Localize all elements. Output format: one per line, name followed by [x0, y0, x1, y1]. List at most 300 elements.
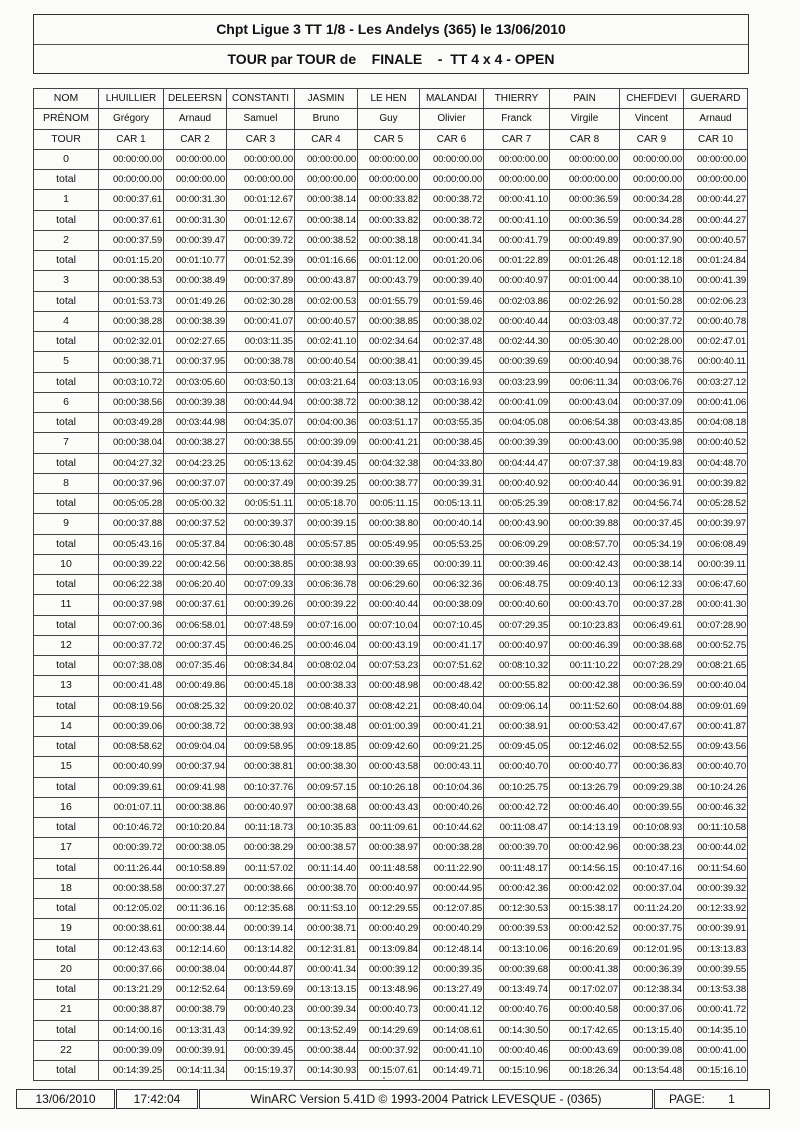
cumulative-time-cell: 00:01:52.39	[227, 251, 295, 271]
lap-time-cell: 00:00:39.46	[484, 554, 550, 574]
cumulative-time-cell: 00:09:01.69	[684, 696, 748, 716]
lap-time-cell: 00:00:44.95	[420, 878, 484, 898]
lap-time-cell: 00:00:38.77	[358, 473, 420, 493]
lap-time-cell: 00:00:40.76	[484, 1000, 550, 1020]
header-row-tour	[34, 129, 748, 149]
lap-time-cell: 00:00:33.82	[358, 190, 420, 210]
cumulative-time-cell: 00:01:12.67	[227, 210, 295, 230]
cumulative-time-cell: 00:05:25.39	[484, 494, 550, 514]
footer-page	[654, 1089, 770, 1109]
cumulative-time-cell: 00:07:10.04	[358, 615, 420, 635]
lap-time-cell: 00:00:38.61	[99, 919, 164, 939]
cumulative-time-cell: 00:08:21.65	[684, 656, 748, 676]
cumulative-time-cell: 00:10:20.84	[164, 818, 227, 838]
lap-time-cell: 00:00:41.09	[484, 392, 550, 412]
cumulative-time-cell: 00:09:45.05	[484, 737, 550, 757]
lap-time-cell: 00:00:40.44	[550, 473, 620, 493]
lap-times-table	[33, 88, 748, 1081]
driver-car-4: CAR 4	[295, 129, 358, 149]
lap-time-cell: 00:00:38.45	[420, 433, 484, 453]
lap-time-cell: 00:00:39.40	[420, 271, 484, 291]
cumulative-time-cell: 00:12:43.63	[99, 939, 164, 959]
tour-number: 16	[34, 797, 99, 817]
lap-time-cell: 00:00:40.46	[484, 1040, 550, 1060]
footer-date: 13/06/2010	[16, 1089, 115, 1109]
lap-time-cell: 00:00:36.39	[620, 959, 684, 979]
driver-nom-1: LHUILLIER	[99, 89, 164, 109]
lap-time-cell: 00:00:38.70	[295, 878, 358, 898]
lap-row	[34, 554, 748, 574]
lap-time-cell: 00:00:40.44	[358, 595, 420, 615]
tour-number: 5	[34, 352, 99, 372]
cumulative-time-cell: 00:12:48.14	[420, 939, 484, 959]
driver-prenom-8: Virgile	[550, 109, 620, 129]
lap-time-cell: 00:00:53.42	[550, 716, 620, 736]
lap-time-cell: 00:00:36.91	[620, 473, 684, 493]
lap-time-cell: 00:00:00.00	[420, 149, 484, 169]
driver-car-1: CAR 1	[99, 129, 164, 149]
lap-time-cell: 00:00:39.15	[295, 514, 358, 534]
lap-time-cell: 00:00:38.23	[620, 838, 684, 858]
lap-time-cell: 00:00:42.02	[550, 878, 620, 898]
lap-time-cell: 00:00:00.00	[99, 149, 164, 169]
cumulative-time-cell: 00:14:35.10	[684, 1020, 748, 1040]
lap-time-cell: 00:00:45.18	[227, 676, 295, 696]
cumulative-time-cell: 00:10:44.62	[420, 818, 484, 838]
cumulative-time-cell: 00:00:00.00	[99, 170, 164, 190]
lap-time-cell: 00:00:47.67	[620, 716, 684, 736]
cumulative-time-cell: 00:11:26.44	[99, 858, 164, 878]
cumulative-time-cell: 00:04:56.74	[620, 494, 684, 514]
lap-time-cell: 00:00:38.18	[358, 230, 420, 250]
cumulative-time-cell: 00:07:00.36	[99, 615, 164, 635]
driver-car-8: CAR 8	[550, 129, 620, 149]
lap-time-cell: 00:00:43.58	[358, 757, 420, 777]
cumulative-time-cell: 00:09:21.25	[420, 737, 484, 757]
cumulative-time-cell: 00:13:26.79	[550, 777, 620, 797]
cumulative-time-cell: 00:11:48.17	[484, 858, 550, 878]
lap-row	[34, 919, 748, 939]
total-row	[34, 575, 748, 595]
lap-time-cell: 00:00:39.55	[620, 797, 684, 817]
cumulative-time-cell: 00:10:08.93	[620, 818, 684, 838]
cumulative-time-cell: 00:06:32.36	[420, 575, 484, 595]
lap-time-cell: 00:00:41.21	[420, 716, 484, 736]
lap-time-cell: 00:00:39.32	[684, 878, 748, 898]
cumulative-time-cell: 00:00:00.00	[684, 170, 748, 190]
total-row	[34, 1020, 748, 1040]
total-row	[34, 332, 748, 352]
total-label: total	[34, 939, 99, 959]
total-label: total	[34, 1020, 99, 1040]
lap-time-cell: 00:00:39.34	[295, 1000, 358, 1020]
lap-row	[34, 838, 748, 858]
cumulative-time-cell: 00:15:19.37	[227, 1061, 295, 1081]
lap-time-cell: 00:00:37.94	[164, 757, 227, 777]
lap-time-cell: 00:00:37.98	[99, 595, 164, 615]
lap-time-cell: 00:00:40.23	[227, 1000, 295, 1020]
total-row	[34, 939, 748, 959]
cumulative-time-cell: 00:10:47.16	[620, 858, 684, 878]
lap-row	[34, 392, 748, 412]
cumulative-time-cell: 00:07:53.23	[358, 656, 420, 676]
cumulative-time-cell: 00:07:38.08	[99, 656, 164, 676]
lap-time-cell: 00:00:00.00	[550, 149, 620, 169]
lap-time-cell: 00:00:40.97	[227, 797, 295, 817]
cumulative-time-cell: 00:13:13.15	[295, 980, 358, 1000]
cumulative-time-cell: 00:14:08.61	[420, 1020, 484, 1040]
total-row	[34, 696, 748, 716]
total-label: total	[34, 656, 99, 676]
lap-time-cell: 00:00:37.06	[620, 1000, 684, 1020]
cumulative-time-cell: 00:15:07.61	[358, 1061, 420, 1081]
cumulative-time-cell: 00:12:29.55	[358, 899, 420, 919]
total-label: total	[34, 210, 99, 230]
cumulative-time-cell: 00:16:20.69	[550, 939, 620, 959]
lap-time-cell: 00:00:39.53	[484, 919, 550, 939]
cumulative-time-cell: 00:15:38.17	[550, 899, 620, 919]
lap-time-cell: 00:00:40.92	[484, 473, 550, 493]
cumulative-time-cell: 00:03:51.17	[358, 413, 420, 433]
cumulative-time-cell: 00:13:49.74	[484, 980, 550, 1000]
driver-nom-8: PAIN	[550, 89, 620, 109]
cumulative-time-cell: 00:02:26.92	[550, 291, 620, 311]
cumulative-time-cell: 00:00:38.72	[420, 210, 484, 230]
cumulative-time-cell: 00:07:35.46	[164, 656, 227, 676]
cumulative-time-cell: 00:10:37.76	[227, 777, 295, 797]
lap-time-cell: 00:00:43.19	[358, 635, 420, 655]
lap-time-cell: 00:00:39.26	[227, 595, 295, 615]
cumulative-time-cell: 00:05:49.95	[358, 534, 420, 554]
cumulative-time-cell: 00:00:00.00	[295, 170, 358, 190]
cumulative-time-cell: 00:15:16.10	[684, 1061, 748, 1081]
driver-car-3: CAR 3	[227, 129, 295, 149]
total-label: total	[34, 615, 99, 635]
lap-time-cell: 00:00:38.27	[164, 433, 227, 453]
cumulative-time-cell: 00:02:44.30	[484, 332, 550, 352]
lap-time-cell: 00:00:42.38	[550, 676, 620, 696]
lap-time-cell: 00:00:38.04	[164, 959, 227, 979]
footer-page-number: 1	[728, 1092, 735, 1106]
cumulative-time-cell: 00:01:26.48	[550, 251, 620, 271]
lap-time-cell: 00:00:37.07	[164, 473, 227, 493]
lap-time-cell: 00:00:36.83	[620, 757, 684, 777]
cumulative-time-cell: 00:10:35.83	[295, 818, 358, 838]
driver-prenom-6: Olivier	[420, 109, 484, 129]
lap-time-cell: 00:00:40.99	[99, 757, 164, 777]
cumulative-time-cell: 00:07:16.00	[295, 615, 358, 635]
cumulative-time-cell: 00:08:52.55	[620, 737, 684, 757]
lap-time-cell: 00:00:38.55	[227, 433, 295, 453]
lap-time-cell: 00:00:38.39	[164, 311, 227, 331]
cumulative-time-cell: 00:05:57.85	[295, 534, 358, 554]
total-label: total	[34, 251, 99, 271]
lap-time-cell: 00:00:38.48	[295, 716, 358, 736]
cumulative-time-cell: 00:08:40.37	[295, 696, 358, 716]
lap-time-cell: 00:00:40.73	[358, 1000, 420, 1020]
cumulative-time-cell: 00:14:13.19	[550, 818, 620, 838]
lap-time-cell: 00:00:39.12	[358, 959, 420, 979]
lap-time-cell: 00:00:40.54	[295, 352, 358, 372]
total-row	[34, 534, 748, 554]
cumulative-time-cell: 00:09:57.15	[295, 777, 358, 797]
lap-time-cell: 00:00:39.45	[420, 352, 484, 372]
cumulative-time-cell: 00:09:58.95	[227, 737, 295, 757]
lap-time-cell: 00:00:39.11	[420, 554, 484, 574]
lap-time-cell: 00:00:44.87	[227, 959, 295, 979]
lap-time-cell: 00:00:39.06	[99, 716, 164, 736]
lap-time-cell: 00:00:40.97	[484, 635, 550, 655]
cumulative-time-cell: 00:12:31.81	[295, 939, 358, 959]
total-row	[34, 980, 748, 1000]
lap-time-cell: 00:00:39.35	[420, 959, 484, 979]
cumulative-time-cell: 00:06:48.75	[484, 575, 550, 595]
lap-time-cell: 00:00:39.97	[684, 514, 748, 534]
lap-time-cell: 00:00:42.43	[550, 554, 620, 574]
cumulative-time-cell: 00:09:06.14	[484, 696, 550, 716]
lap-time-cell: 00:00:39.22	[99, 554, 164, 574]
lap-time-cell: 00:00:00.00	[295, 149, 358, 169]
tour-number: 0	[34, 149, 99, 169]
total-label: total	[34, 170, 99, 190]
lap-time-cell: 00:00:41.79	[484, 230, 550, 250]
driver-nom-10: GUERARD	[684, 89, 748, 109]
lap-time-cell: 00:00:38.68	[620, 635, 684, 655]
lap-time-cell: 00:00:40.97	[358, 878, 420, 898]
cumulative-time-cell: 00:00:00.00	[484, 170, 550, 190]
lap-time-cell: 00:00:38.85	[227, 554, 295, 574]
cumulative-time-cell: 00:03:10.72	[99, 372, 164, 392]
lap-time-cell: 00:00:40.29	[358, 919, 420, 939]
lap-time-cell: 00:00:39.25	[295, 473, 358, 493]
cumulative-time-cell: 00:02:41.10	[295, 332, 358, 352]
report-subtitle: TOUR par TOUR de FINALE - TT 4 x 4 - OPEN	[227, 51, 555, 67]
cumulative-time-cell: 00:13:10.06	[484, 939, 550, 959]
cumulative-time-cell: 00:01:55.79	[358, 291, 420, 311]
cumulative-time-cell: 00:11:08.47	[484, 818, 550, 838]
lap-time-cell: 00:00:38.68	[295, 797, 358, 817]
total-label: total	[34, 291, 99, 311]
cumulative-time-cell: 00:01:12.00	[358, 251, 420, 271]
cumulative-time-cell: 00:04:27.32	[99, 453, 164, 473]
cumulative-time-cell: 00:11:57.02	[227, 858, 295, 878]
cumulative-time-cell: 00:03:16.93	[420, 372, 484, 392]
cumulative-time-cell: 00:05:43.16	[99, 534, 164, 554]
cumulative-time-cell: 00:05:18.70	[295, 494, 358, 514]
total-row	[34, 777, 748, 797]
total-label: total	[34, 372, 99, 392]
driver-car-6: CAR 6	[420, 129, 484, 149]
cumulative-time-cell: 00:08:57.70	[550, 534, 620, 554]
tour-label: TOUR	[34, 129, 99, 149]
footer-page-label: PAGE:	[669, 1092, 705, 1106]
cumulative-time-cell: 00:09:29.38	[620, 777, 684, 797]
cumulative-time-cell: 00:03:43.85	[620, 413, 684, 433]
cumulative-time-cell: 00:13:27.49	[420, 980, 484, 1000]
cumulative-time-cell: 00:12:38.34	[620, 980, 684, 1000]
cumulative-time-cell: 00:12:35.68	[227, 899, 295, 919]
cumulative-time-cell: 00:12:07.85	[420, 899, 484, 919]
lap-time-cell: 00:00:40.94	[550, 352, 620, 372]
lap-time-cell: 00:00:37.04	[620, 878, 684, 898]
tour-number: 10	[34, 554, 99, 574]
lap-time-cell: 00:00:38.56	[99, 392, 164, 412]
lap-time-cell: 00:00:38.91	[484, 716, 550, 736]
cumulative-time-cell: 00:12:05.02	[99, 899, 164, 919]
lap-time-cell: 00:00:37.61	[164, 595, 227, 615]
lap-time-cell: 00:00:40.57	[684, 230, 748, 250]
lap-time-cell: 00:00:38.42	[420, 392, 484, 412]
lap-time-cell: 00:00:39.11	[684, 554, 748, 574]
driver-prenom-3: Samuel	[227, 109, 295, 129]
tour-number: 13	[34, 676, 99, 696]
lap-time-cell: 00:00:00.00	[484, 149, 550, 169]
total-row	[34, 858, 748, 878]
lap-time-cell: 00:00:38.71	[295, 919, 358, 939]
driver-nom-9: CHEFDEVI	[620, 89, 684, 109]
cumulative-time-cell: 00:08:04.88	[620, 696, 684, 716]
cumulative-time-cell: 00:03:21.64	[295, 372, 358, 392]
cumulative-time-cell: 00:05:34.19	[620, 534, 684, 554]
cumulative-time-cell: 00:11:14.40	[295, 858, 358, 878]
cumulative-time-cell: 00:04:00.36	[295, 413, 358, 433]
cumulative-time-cell: 00:12:52.64	[164, 980, 227, 1000]
cumulative-time-cell: 00:02:06.23	[684, 291, 748, 311]
header-row-prenom	[34, 109, 748, 129]
driver-car-10: CAR 10	[684, 129, 748, 149]
cumulative-time-cell: 00:05:53.25	[420, 534, 484, 554]
lap-time-cell: 00:00:37.28	[620, 595, 684, 615]
total-row	[34, 656, 748, 676]
lap-time-cell: 00:00:40.58	[550, 1000, 620, 1020]
total-row	[34, 1061, 748, 1081]
lap-times-body	[34, 89, 748, 1081]
lap-row	[34, 433, 748, 453]
lap-time-cell: 00:00:37.27	[164, 878, 227, 898]
lap-time-cell: 00:00:38.58	[99, 878, 164, 898]
lap-time-cell: 00:00:37.96	[99, 473, 164, 493]
tour-number: 1	[34, 190, 99, 210]
cumulative-time-cell: 00:07:09.33	[227, 575, 295, 595]
report-footer	[16, 1089, 770, 1107]
tour-number: 20	[34, 959, 99, 979]
cumulative-time-cell: 00:11:18.73	[227, 818, 295, 838]
lap-row	[34, 514, 748, 534]
lap-time-cell: 00:00:39.91	[164, 1040, 227, 1060]
lap-time-cell: 00:00:37.61	[99, 190, 164, 210]
tour-number: 21	[34, 1000, 99, 1020]
lap-time-cell: 00:00:49.89	[550, 230, 620, 250]
cumulative-time-cell: 00:14:39.92	[227, 1020, 295, 1040]
lap-time-cell: 00:00:39.72	[99, 838, 164, 858]
cumulative-time-cell: 00:02:37.48	[420, 332, 484, 352]
lap-time-cell: 00:00:46.04	[295, 635, 358, 655]
cumulative-time-cell: 00:01:12.18	[620, 251, 684, 271]
total-row	[34, 291, 748, 311]
cumulative-time-cell: 00:12:01.95	[620, 939, 684, 959]
cumulative-time-cell: 00:14:56.15	[550, 858, 620, 878]
lap-time-cell: 00:00:42.56	[164, 554, 227, 574]
cumulative-time-cell: 00:08:42.21	[358, 696, 420, 716]
lap-time-cell: 00:01:00.44	[550, 271, 620, 291]
total-row	[34, 251, 748, 271]
tour-number: 9	[34, 514, 99, 534]
cumulative-time-cell: 00:05:00.32	[164, 494, 227, 514]
cumulative-time-cell: 00:04:23.25	[164, 453, 227, 473]
driver-prenom-9: Vincent	[620, 109, 684, 129]
nom-label: NOM	[34, 89, 99, 109]
cumulative-time-cell: 00:02:30.28	[227, 291, 295, 311]
tour-number: 18	[34, 878, 99, 898]
cumulative-time-cell: 00:12:30.53	[484, 899, 550, 919]
cumulative-time-cell: 00:06:20.40	[164, 575, 227, 595]
cumulative-time-cell: 00:05:30.40	[550, 332, 620, 352]
lap-row	[34, 797, 748, 817]
cumulative-time-cell: 00:02:34.64	[358, 332, 420, 352]
lap-time-cell: 00:00:38.78	[227, 352, 295, 372]
lap-time-cell: 00:00:38.53	[99, 271, 164, 291]
lap-time-cell: 00:00:41.34	[295, 959, 358, 979]
lap-time-cell: 00:00:40.11	[684, 352, 748, 372]
tour-number: 15	[34, 757, 99, 777]
cumulative-time-cell: 00:10:26.18	[358, 777, 420, 797]
cumulative-time-cell: 00:01:15.20	[99, 251, 164, 271]
scan-speck	[383, 1077, 385, 1079]
lap-time-cell: 00:00:40.78	[684, 311, 748, 331]
lap-time-cell: 00:00:00.00	[684, 149, 748, 169]
lap-time-cell: 00:00:00.00	[620, 149, 684, 169]
lap-row	[34, 311, 748, 331]
lap-time-cell: 00:00:43.04	[550, 392, 620, 412]
lap-row	[34, 1000, 748, 1020]
cumulative-time-cell: 00:06:36.78	[295, 575, 358, 595]
lap-time-cell: 00:00:37.89	[227, 271, 295, 291]
total-row	[34, 413, 748, 433]
lap-time-cell: 00:00:43.00	[550, 433, 620, 453]
lap-time-cell: 00:00:38.72	[420, 190, 484, 210]
lap-time-cell: 00:00:44.94	[227, 392, 295, 412]
lap-row	[34, 149, 748, 169]
lap-time-cell: 00:00:46.32	[684, 797, 748, 817]
cumulative-time-cell: 00:02:03.86	[484, 291, 550, 311]
cumulative-time-cell: 00:02:27.65	[164, 332, 227, 352]
lap-time-cell: 00:00:52.75	[684, 635, 748, 655]
lap-time-cell: 00:00:38.80	[358, 514, 420, 534]
lap-time-cell: 00:00:39.09	[99, 1040, 164, 1060]
lap-row	[34, 473, 748, 493]
driver-prenom-2: Arnaud	[164, 109, 227, 129]
lap-row	[34, 230, 748, 250]
lap-time-cell: 00:00:00.00	[164, 149, 227, 169]
lap-time-cell: 00:00:40.52	[684, 433, 748, 453]
lap-time-cell: 00:00:37.45	[620, 514, 684, 534]
lap-time-cell: 00:00:39.82	[684, 473, 748, 493]
lap-time-cell: 00:00:37.95	[164, 352, 227, 372]
cumulative-time-cell: 00:13:14.82	[227, 939, 295, 959]
cumulative-time-cell: 00:12:14.60	[164, 939, 227, 959]
cumulative-time-cell: 00:00:31.30	[164, 210, 227, 230]
cumulative-time-cell: 00:13:48.96	[358, 980, 420, 1000]
lap-time-cell: 00:00:38.30	[295, 757, 358, 777]
cumulative-time-cell: 00:05:11.15	[358, 494, 420, 514]
lap-time-cell: 00:00:43.43	[358, 797, 420, 817]
driver-nom-4: JASMIN	[295, 89, 358, 109]
lap-time-cell: 00:00:39.65	[358, 554, 420, 574]
lap-time-cell: 00:01:12.67	[227, 190, 295, 210]
lap-time-cell: 00:00:38.14	[295, 190, 358, 210]
cumulative-time-cell: 00:09:43.56	[684, 737, 748, 757]
lap-time-cell: 00:00:43.11	[420, 757, 484, 777]
